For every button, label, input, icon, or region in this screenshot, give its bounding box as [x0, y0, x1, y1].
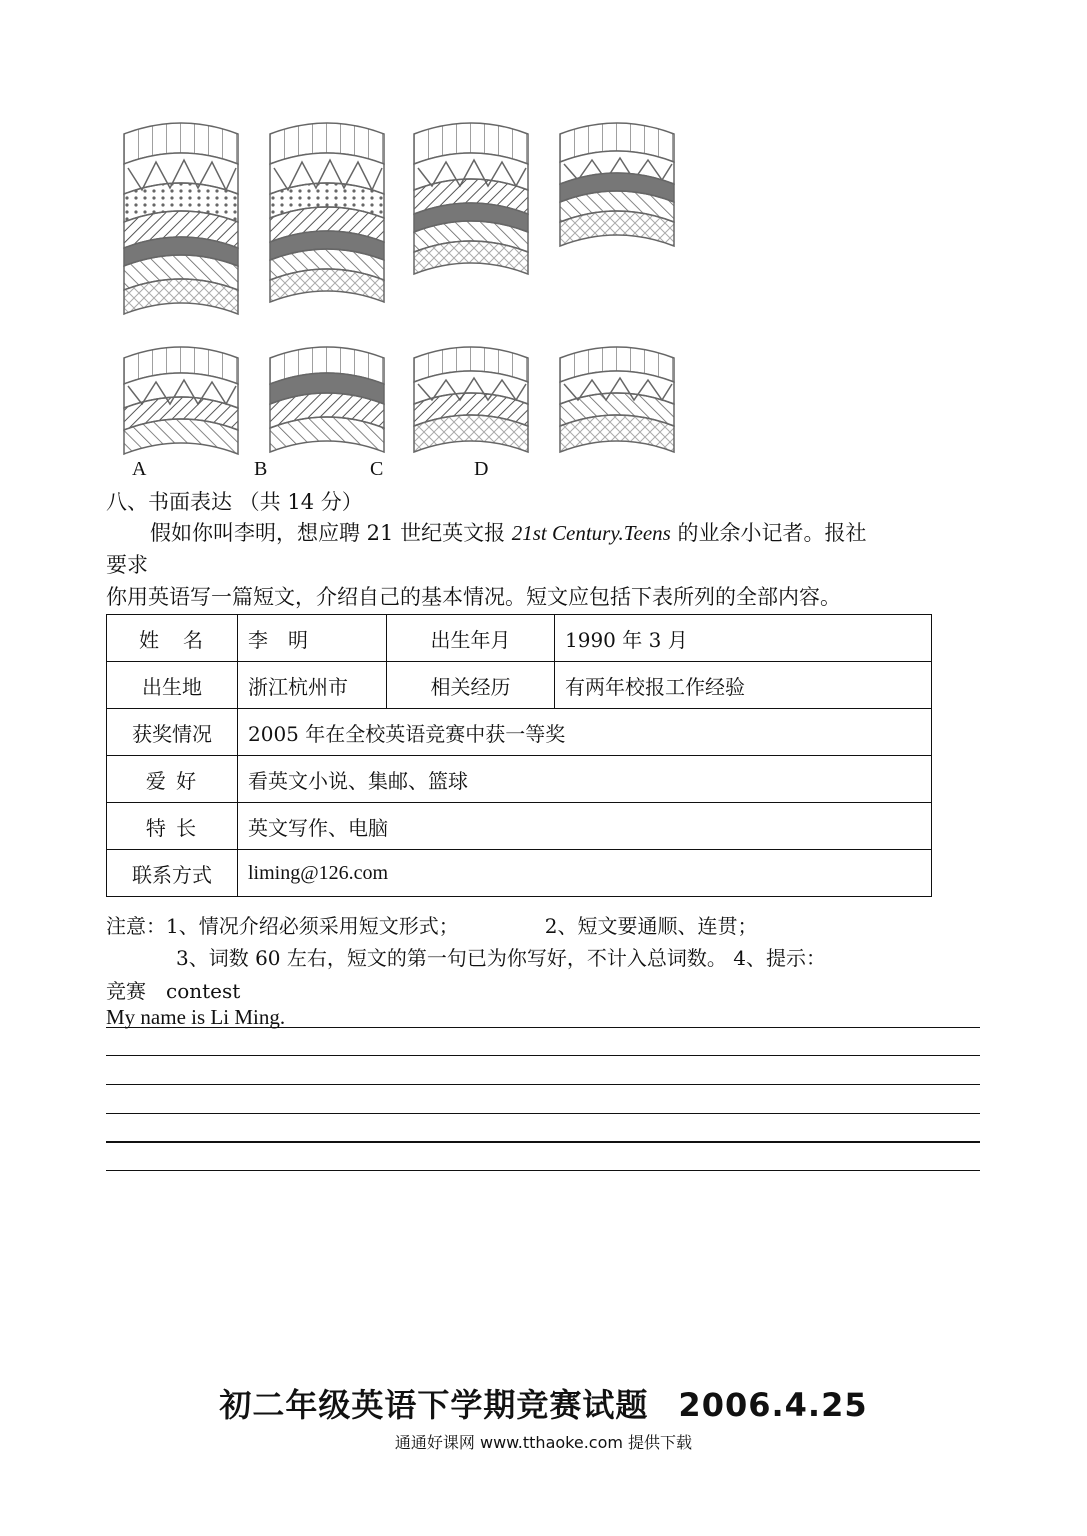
personal-info-table [106, 614, 932, 897]
note-line-1 [106, 910, 757, 939]
birth-value: 1990 年 3 月 [555, 615, 932, 662]
cake-top-3 [414, 123, 528, 274]
note-2: 2、短文要通顺、连贯； [544, 914, 758, 938]
answer-line[interactable] [106, 1113, 980, 1114]
cake-bottom-d [560, 347, 674, 452]
layer-figure-svg [118, 112, 698, 462]
note-1: 注意：1、情况介绍必须采用短文形式； [106, 914, 459, 938]
intro-line-1 [150, 519, 867, 547]
cake-bottom-c [414, 347, 528, 452]
table-row [107, 756, 932, 803]
experience-value: 有两年校报工作经验 [555, 662, 932, 709]
option-label-b: B [254, 458, 268, 480]
intro-text-post: 的业余小记者。报社 [670, 521, 867, 545]
table-row [107, 615, 932, 662]
exam-date: 2006.4.25 [678, 1386, 868, 1424]
table-row [107, 803, 932, 850]
answer-first-sentence: My name is Li Ming. [106, 1005, 286, 1029]
note-line-2: 3、词数 60 左右，短文的第一句已为你写好，不计入总词数。 4、提示： [176, 946, 826, 970]
birth-label: 出生年月 [387, 615, 555, 662]
hobby-label: 爱 好 [107, 756, 238, 803]
contact-value: liming@126.com [238, 850, 932, 897]
answer-line[interactable] [106, 1055, 980, 1056]
answer-line[interactable] [106, 1170, 980, 1171]
footer-credit: 通通好课网 www.tthaoke.com 提供下载 [394, 1433, 693, 1452]
table-row [107, 850, 932, 897]
cake-top-4 [560, 123, 674, 246]
experience-label: 相关经历 [387, 662, 555, 709]
option-label-c: C [370, 458, 384, 480]
cake-bottom-b [270, 347, 384, 452]
intro-line-3: 你用英语写一篇短文，介绍自己的基本情况。短文应包括下表所列的全部内容。 [106, 585, 841, 609]
birthplace-label: 出生地 [107, 662, 238, 709]
name-value: 李 明 [238, 615, 387, 662]
hobby-value: 看英文小说、集邮、篮球 [238, 756, 932, 803]
answer-line[interactable] [106, 1084, 980, 1085]
exam-title: 初二年级英语下学期竞赛试题 [219, 1386, 649, 1424]
note-line-3: 竞赛 contest [106, 979, 241, 1003]
answer-line[interactable] [106, 1027, 980, 1028]
intro-text-pre: 假如你叫李明，想应聘 21 世纪英文报 [150, 521, 512, 545]
name-label: 姓 名 [107, 615, 238, 662]
layer-figure [118, 112, 698, 462]
footer-title [0, 1380, 1087, 1426]
newspaper-title: 21st Century.Teens [511, 521, 671, 545]
award-value: 2005 年在全校英语竞赛中获一等奖 [238, 709, 932, 756]
section-heading: 八、书面表达 （共 14 分） [106, 490, 363, 514]
intro-line-2: 要求 [106, 553, 148, 577]
skill-value: 英文写作、电脑 [238, 803, 932, 850]
table-row [107, 709, 932, 756]
cake-top-2 [270, 123, 384, 302]
answer-line[interactable] [106, 1141, 980, 1143]
table-row [107, 662, 932, 709]
option-label-a: A [132, 458, 147, 480]
contact-label: 联系方式 [107, 850, 238, 897]
option-label-d: D [474, 458, 489, 480]
cake-top-1 [124, 123, 238, 314]
award-label: 获奖情况 [107, 709, 238, 756]
birthplace-value: 浙江杭州市 [238, 662, 387, 709]
skill-label: 特 长 [107, 803, 238, 850]
cake-bottom-a [124, 347, 238, 454]
